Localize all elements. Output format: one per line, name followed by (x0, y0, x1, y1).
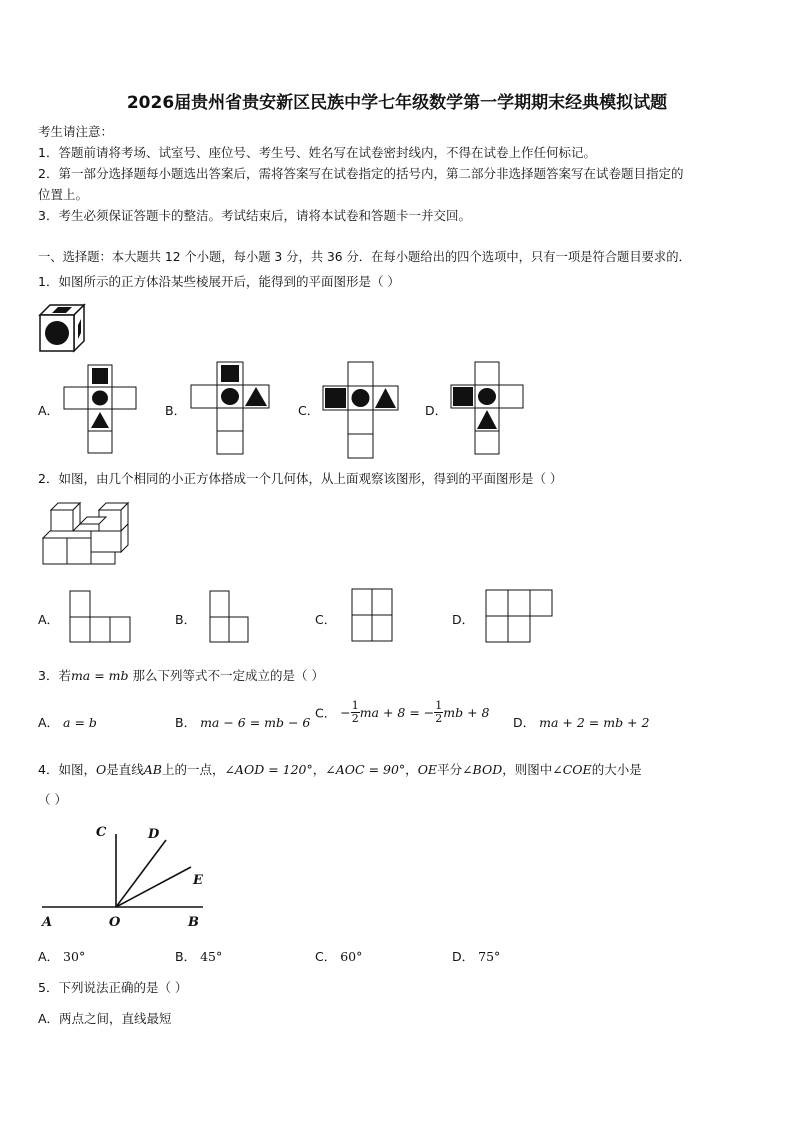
q3-stem-pre: 3．若 (38, 668, 71, 683)
q4-label-b: B (188, 915, 199, 930)
q3-option-a[interactable]: A． a = b (38, 715, 97, 730)
q2-view-b (209, 590, 251, 644)
q2-view-c (351, 588, 395, 644)
q2-cubes-figure (42, 502, 132, 568)
q5-stem: 5．下列说法正确的是（ ） (38, 980, 188, 995)
q1-option-a-label[interactable]: A． (38, 403, 60, 418)
q1-net-a (64, 365, 136, 455)
q1-net-c (323, 362, 423, 458)
q2-option-d-label[interactable]: D． (452, 612, 475, 627)
q3-stem-math: ma = mb (70, 668, 129, 683)
q2-option-a-label[interactable]: A． (38, 612, 60, 627)
q1-net-b (191, 362, 271, 456)
q1-net-d (451, 362, 527, 456)
q3-stem-post: 那么下列等式不一定成立的是（ ） (132, 668, 325, 683)
q3-option-c[interactable]: C． − $\frac{1}{2}$ ma + 8 = − $\frac{1}{2}$ mb + 8 (315, 699, 490, 725)
q3-c-fraction-1: $\frac{1}{2}$ (351, 699, 359, 725)
q1-cube-figure (38, 303, 88, 353)
q4-paren: （ ） (38, 792, 67, 807)
q4-option-d[interactable]: D． 75° (452, 949, 501, 964)
q4-option-c[interactable]: C． 60° (315, 949, 363, 964)
q1-option-c-label[interactable]: C． (298, 403, 320, 418)
q2-option-b-label[interactable]: B． (175, 612, 197, 627)
q4-label-d: D (148, 827, 160, 842)
q1-option-d-label[interactable]: D． (425, 403, 448, 418)
notice-item-1: 1．答题前请将考场、试室号、座位号、考生号、姓名写在试卷密封线内，不得在试卷上作任何标记。 (38, 145, 596, 160)
q1-option-b-label[interactable]: B． (165, 403, 187, 418)
q1-stem: 1．如图所示的正方体沿某些棱展开后，能得到的平面图形是（ ） (38, 274, 400, 289)
notice-heading: 考生请注意： (38, 124, 114, 139)
q3-c-fraction-2: $\frac{1}{2}$ (435, 699, 443, 725)
section-heading: 一、选择题：本大题共 12 个小题，每小题 3 分，共 36 分．在每小题给出的四个选项中，只有一项是符合题目要求的． (38, 250, 691, 264)
q4-angle-figure (38, 822, 213, 932)
q2-view-d (485, 589, 555, 645)
q2-option-c-label[interactable]: C． (315, 612, 337, 627)
q4-stem: 4．如图，O是直线AB上的一点，∠AOD = 120°，∠AOC = 90°，OE平分∠BOD，则图中∠COE的大小是 (38, 762, 642, 777)
q4-option-b[interactable]: B． 45° (175, 949, 223, 964)
q2-stem: 2．如图，由几个相同的小正方体搭成一个几何体，从上面观察该图形，得到的平面图形是（ ） (38, 471, 563, 486)
q4-label-c: C (96, 825, 107, 840)
notice-item-2: 2．第一部分选择题每小题选出答案后，需将答案写在试卷指定的括号内，第二部分非选择题答案写在试卷题目指定的 (38, 166, 684, 181)
q3-stem (38, 666, 324, 684)
notice-item-2-cont: 位置上。 (38, 187, 89, 202)
q5-option-a[interactable]: A．两点之间，直线最短 (38, 1011, 172, 1026)
notice-item-3: 3．考生必须保证答题卡的整洁。考试结束后，请将本试卷和答题卡一并交回。 (38, 208, 471, 223)
q3-option-d[interactable]: D． ma + 2 = mb + 2 (513, 715, 650, 730)
q4-option-a[interactable]: A． 30° (38, 949, 86, 964)
q3-option-b[interactable]: B． ma − 6 = mb − 6 (175, 715, 311, 730)
q4-label-a: A (42, 915, 53, 930)
page-title: 2026届贵州省贵安新区民族中学七年级数学第一学期期末经典模拟试题 (126, 93, 668, 113)
q4-label-o: O (109, 915, 121, 930)
q4-label-e: E (193, 873, 203, 888)
q2-view-a (69, 590, 133, 644)
